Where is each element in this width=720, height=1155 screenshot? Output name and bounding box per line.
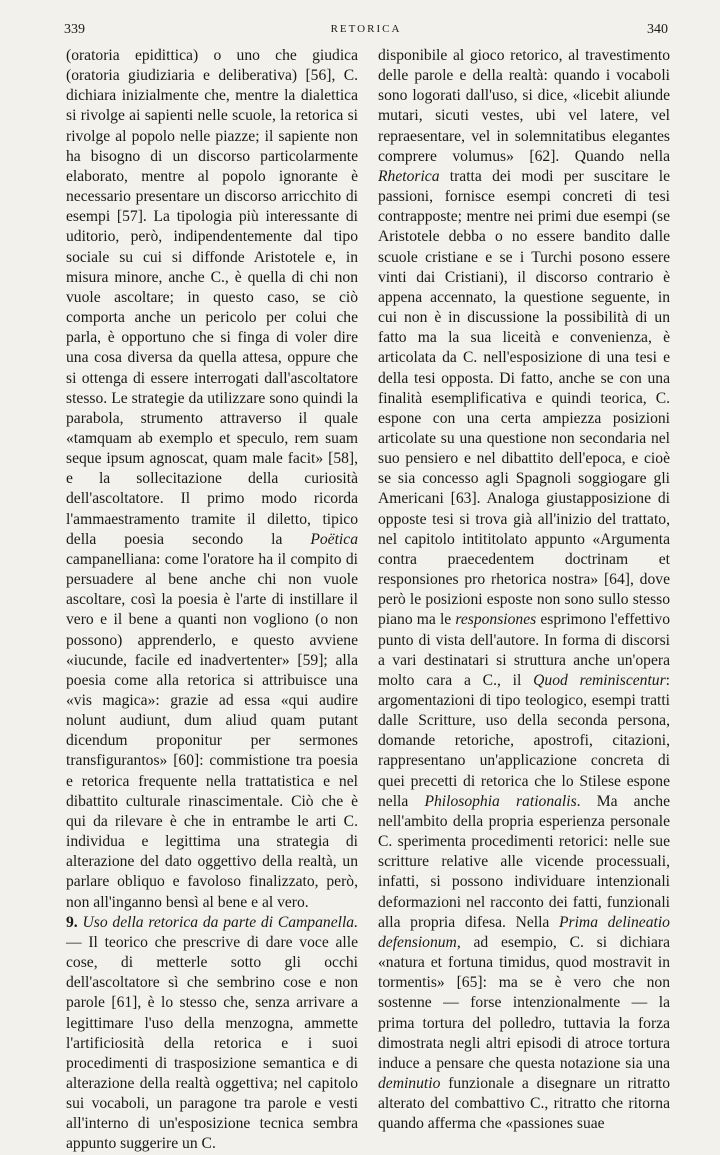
- paragraph-audience: [66, 46, 358, 913]
- italic-title: Quod reminiscentur: [533, 671, 666, 689]
- text-run: (oratoria epidittica) o uno che giudica (oratoria giudiziaria e deliberativa) [56], C. dichiara inizialmente che, mentre la dialettica si rivolge ai sapienti nelle scuole, la retorica si rivolge al popolo nelle piazze; il sapiente non ha bisogno di un discorso particolarmente elaborato, mentre al popolo ignorante è necessario presentare un discorso arricchito di esempi [57]. La tipologia più interessante di uditorio, però, indipendentemente dal tipo sociale su cui si diffonde Aristotele e, in misura minore, anche C., è quella di chi non vuole ascoltare; in questo caso, se ciò comporta anche un pericolo per colui che parla, è opportuno che si finga di voler dire una cosa diversa da quella attesa, oppure che si ottenga di essere interrogati dall'ascoltatore stesso. Le strategie da utilizzare sono quindi la parabola, strumento attraverso il quale «tamquam ab exemplo et speculo, rem suam seque ipsum agnoscat, quam male facit» [58], e la sollecitazione della curiosità dell'ascoltatore. Il primo modo ricorda l'ammaestramento tramite il diletto, tipico della poesia secondo la: [66, 47, 358, 548]
- text-run: disponibile al gioco retorico, al travestimento delle parole e della realtà: quando i vocaboli sono logorati dall'uso, si dice, «licebit aliunde mutari, sicuti vestes, ubi vel latere, vel repraesentare, vel in solemnitatibus elegantes comprere volumus» [62]. Quando nella: [378, 47, 670, 165]
- text-run: . Ma anche nell'ambito della propria esperienza personale C. sperimenta procedimenti retorici: nelle sue scritture relative alle vicende processuali, infatti, si possono individuare intenzionali deformazioni nel racconto dei fatti, funzionali alla propria difesa. Nella: [378, 792, 671, 931]
- text-run: tratta dei modi per suscitare le passioni, fornisce esempi concreti di tesi contrapposte; mentre nei primi due esempi (se Aristotele debba o no essere bandito dalle scuole cristiane e se i Turchi posono essere vinti dai Cristiani), il discorso contrario è appena accennato, la questione seguente, in cui non è in discussione la possibilità di un fatto ma la sua liceità e convenienza, è articolata da C. nell'esposizione di una tesi e della tesi opposta. Di fatto, anche se con una finalità esemplificativa e quindi teorica, C. espone con una certa ampiezza posizioni articolate su una questione non secondaria nel suo pensiero e nel dibattito dell'epoca, e cioè se sia concesso agli Spagnoli soggiogare gli Americani [63]. Analoga giustapposizione di opposte tesi si trova già all'inizio del trattato, nel capitolo intititolato appunto «Argumenta contra praecedentem doctrinam et responsiones pro rhetorica nostra» [64], dove però le posizioni esposte non sono sullo stesso piano ma le: [378, 167, 670, 629]
- text-run: funzionale a disegnare un ritratto alterato del combattivo C., ritratto che ritorna quando afferma che «passiones suae: [378, 1074, 670, 1133]
- right-column: [378, 46, 670, 1134]
- italic-term: responsiones: [455, 611, 537, 629]
- text-run: — Il teorico che prescrive di dare voce alle cose, di metterle sotto gli occhi dell'ascoltatore sì che sembrino cose e non parole [61], è lo stesso che, senza arrivare a legittimare l'uso della menzogna, ammette l'artificiosità della retorica e i suoi procedimenti di trasposizione semantica e di alterazione della realtà oggettiva; nel capitolo sui vocaboli, un paragone tra parole e vesti all'interno di un'esposizione tecnica sembra appunto suggerire un C.: [66, 933, 358, 1153]
- italic-title: Rhetorica: [378, 167, 440, 185]
- text-run: campanelliana: come l'oratore ha il compito di persuadere al bene anche chi non vuole ascoltare, così la poesia è l'arte di instillare il vero e il bene a quanti non vogliono (o non possono) apprenderlo, e questo avviene «iucunde, facile ed inadvertenter» [59]; alla poesia come alla retorica si attribuisce una «vis magica»: grazie ad essa «qui audire nolunt audiunt, dum aliud quam putant dicendum proponitur per sermones transfigurantos» [60]: commistione tra poesia e retorica frequente nella trattatistica e nel dibattito culturale rinascimentale. Ciò che è qui da rilevare è che in entrambe le arti C. individua e legittima una strategia di alterazione del dato oggettivo della realtà, un parlare obliquo e favoloso finalizzato, però, non all'inganno bensì al bene e al vero.: [66, 550, 358, 911]
- section-title: Uso della retorica da parte di Campanella.: [82, 913, 358, 931]
- page-number-right: 340: [647, 22, 668, 37]
- running-title: RETORICA: [330, 23, 402, 35]
- text-run: esprimono l'effettivo punto di vista dell'autore. In forma di discorsi a vari destinatari si struttura anche un'opera molto cara a C., il: [378, 611, 670, 689]
- text-run: , ad esempio, C. si dichiara «natura et fortuna timidus, quod mostravit in tormentis» [65]: ma se è vero che non sostenne — forse intenzionalmente — la prima tortura del polledro, tuttavia la forza dimostrata negli altri episodi di atroce tortura induce a pensare che questa notazione sia una: [378, 933, 670, 1072]
- paragraph-continuation: [378, 46, 670, 1134]
- italic-term: deminutio: [378, 1074, 441, 1092]
- section-number: 9.: [66, 913, 78, 931]
- italic-title: Philosophia rationalis: [424, 792, 577, 810]
- left-column: [66, 46, 358, 1155]
- page-number-left: 339: [64, 22, 85, 37]
- paragraph-section-9: [66, 913, 358, 1155]
- page-header: [64, 22, 668, 40]
- italic-title: Poëtica: [310, 530, 358, 548]
- italic-title: Prima delineatio defensionum: [378, 913, 670, 951]
- text-run: : argomentazioni di tipo teologico, esempi tratti dalle Scritture, uso della seconda persona, domande retoriche, apostrofi, citazioni, rappresentano un'applicazione concreta di quei precetti di retorica che lo Stilese espone nella: [378, 671, 670, 810]
